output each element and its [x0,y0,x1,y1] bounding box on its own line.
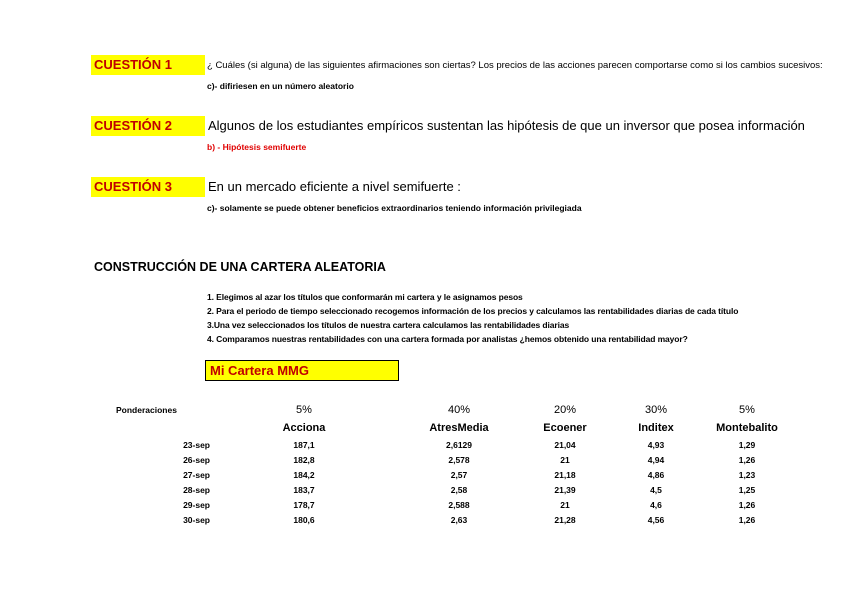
cell: 183,7 [293,484,315,495]
question-3-label: CUESTIÓN 3 [91,177,205,197]
cell: 4,93 [647,439,665,450]
row-date: 26-sep [183,454,210,465]
cell: 21,39 [554,484,576,495]
cell: 180,6 [293,514,315,525]
row-date: 29-sep [183,499,210,510]
table-row [110,467,792,482]
stock-acciona: Acciona [282,422,326,434]
table-row [110,452,792,467]
cell: 187,1 [293,439,315,450]
step-1: 1. Elegimos al azar los títulos que conformarán mi cartera y le asignamos pesos [207,292,523,302]
row-date: 28-sep [183,484,210,495]
question-1-label: CUESTIÓN 1 [91,55,205,75]
cell: 4,86 [647,469,665,480]
cell: 1,26 [738,454,756,465]
portfolio-name: Mi Cartera MMG [205,360,399,381]
cell: 4,6 [650,499,662,510]
weight-acciona: 5% [296,404,312,416]
step-3: 3.Una vez seleccionados los títulos de nuestra cartera calculamos las rentabilidades diarias [207,320,570,330]
step-4: 4. Comparamos nuestras rentabilidades con una cartera formada por analistas ¿hemos obtenido una rentabilidad mayor? [207,334,688,344]
cell: 21 [560,499,570,510]
cell: 182,8 [293,454,315,465]
question-3-answer: c)- solamente se puede obtener beneficios extraordinarios teniendo información privilegiada [207,203,582,213]
weight-inditex: 30% [644,404,668,416]
cell: 1,26 [738,514,756,525]
row-date: 23-sep [183,439,210,450]
cell: 1,29 [738,439,756,450]
portfolio-table [110,401,792,527]
cell: 184,2 [293,469,315,480]
question-1-text: ¿ Cuáles (si alguna) de las siguientes afirmaciones son ciertas? Los precios de las acciones parecen comportarse como si los cambios sucesivos: [207,60,823,71]
question-3-text: En un mercado eficiente a nivel semifuerte : [208,179,461,194]
stock-names-row [110,419,792,437]
table-row [110,437,792,452]
cell: 21,04 [554,439,576,450]
weights-row [110,401,792,419]
section-title: CONSTRUCCIÓN DE UNA CARTERA ALEATORIA [94,260,386,274]
cell: 1,25 [738,484,756,495]
weight-ecoener: 20% [553,404,577,416]
cell: 2,578 [448,454,470,465]
question-1-answer: c)- difiriesen en un número aleatorio [207,81,354,91]
cell: 2,58 [450,484,468,495]
question-2-text: Algunos de los estudiantes empíricos sustentan las hipótesis de que un inversor que posea información [208,118,805,133]
stock-ecoener: Ecoener [543,422,587,434]
cell: 21 [560,454,570,465]
cell: 1,26 [738,499,756,510]
table-row [110,482,792,497]
cell: 4,5 [650,484,662,495]
cell: 4,94 [647,454,665,465]
row-date: 30-sep [183,514,210,525]
table-row [110,512,792,527]
stock-montebalito: Montebalito [716,422,778,434]
cell: 178,7 [293,499,315,510]
cell: 4,56 [647,514,665,525]
table-row [110,497,792,512]
row-date: 27-sep [183,469,210,480]
question-2-label: CUESTIÓN 2 [91,116,205,136]
stock-inditex: Inditex [638,422,674,434]
stock-atresmedia: AtresMedia [429,422,489,434]
question-2-answer: b) - Hipótesis semifuerte [207,142,307,152]
step-2: 2. Para el periodo de tiempo seleccionado recogemos información de los precios y calculamos las rentabilidades diarias de cada título [207,306,739,316]
cell: 2,57 [450,469,468,480]
cell: 1,23 [738,469,756,480]
weight-atresmedia: 40% [447,404,471,416]
weight-montebalito: 5% [739,404,755,416]
cell: 21,28 [554,514,576,525]
cell: 2,6129 [446,439,472,450]
cell: 2,63 [450,514,468,525]
weights-label: Ponderaciones [116,405,177,415]
cell: 2,588 [448,499,470,510]
cell: 21,18 [554,469,576,480]
